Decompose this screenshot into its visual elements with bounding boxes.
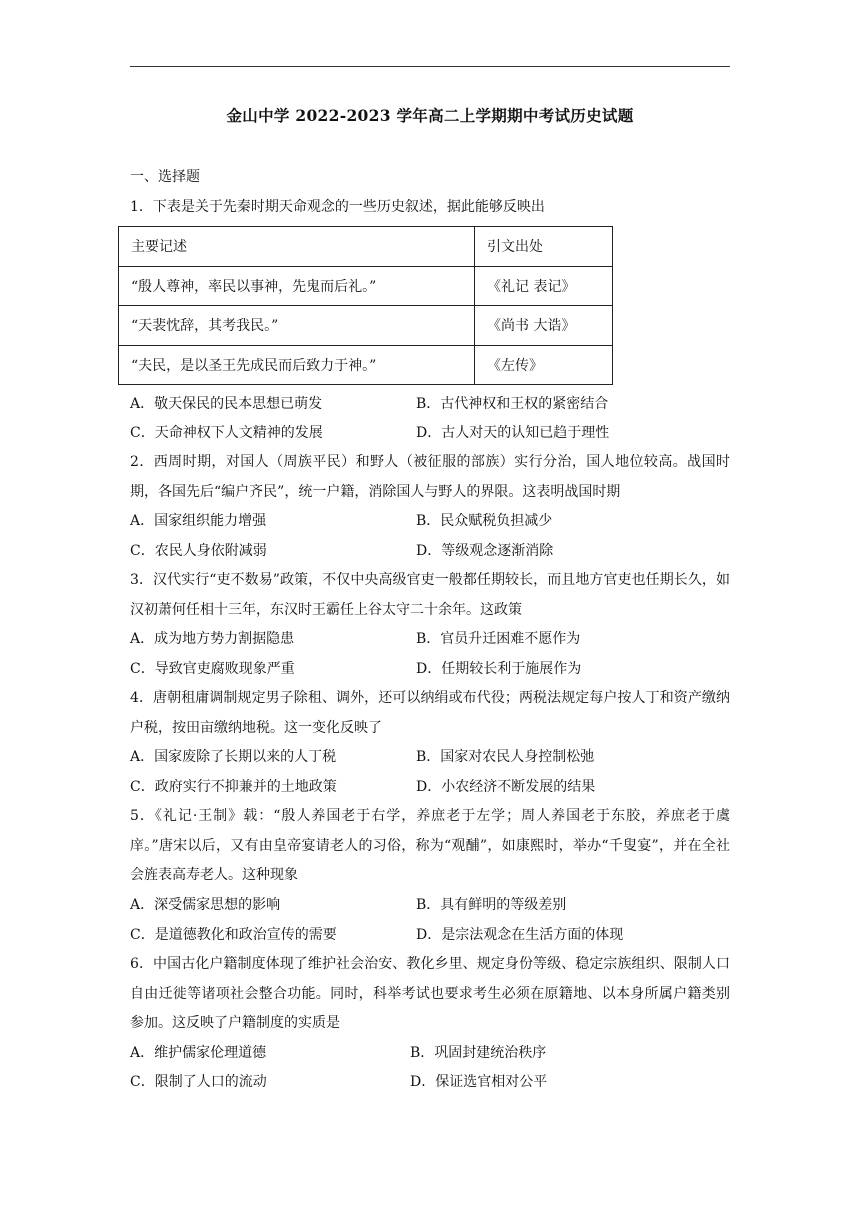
option-b: B．官员升迁困难不愿作为 xyxy=(416,631,581,647)
option-a: A．维护儒家伦理道德 xyxy=(130,1045,267,1061)
table-row xyxy=(119,345,613,385)
table-header-row xyxy=(119,227,613,267)
question-2-stem: 2．西周时期，对国人（周族平民）和野人（被征服的部族）实行分治，国人地位较高。战国时期，各国先后“编户齐民”，统一户籍，消除国人与野人的界限。这表明战国时期 xyxy=(130,454,730,500)
option-d: D．等级观念逐渐消除 xyxy=(416,543,554,559)
option-c: C．导致官吏腐败现象严重 xyxy=(130,661,295,677)
option-d: D．古人对天的认知已趋于理性 xyxy=(416,425,610,441)
table-row xyxy=(119,306,613,346)
option-a: A．深受儒家思想的影响 xyxy=(130,897,281,913)
section-heading: 一、选择题 xyxy=(130,169,200,185)
table-cell: “殷人尊神，率民以事神，先鬼而后礼。” xyxy=(119,266,475,306)
option-b: B．民众赋税负担减少 xyxy=(416,513,553,529)
option-d: D．小农经济不断发展的结果 xyxy=(416,779,596,795)
option-b: B．国家对农民人身控制松弛 xyxy=(416,749,595,765)
option-b: B．巩固封建统治秩序 xyxy=(410,1045,547,1061)
option-a: A．敬天保民的民本思想已萌发 xyxy=(130,396,323,412)
table-row xyxy=(119,266,613,306)
question-5-stem: 5．《礼记·王制》载：“殷人养国老于右学，养庶老于左学；周人养国老于东胶，养庶老于虞庠。”唐宋以后，又有由皇帝宴请老人的习俗，称为“观酺”，如康熙时，举办“千叟宴”，并在全社会旌表高寿老人。这种现象 xyxy=(130,808,730,884)
question-4-stem: 4．唐朝租庸调制规定男子除租、调外，还可以纳绢或布代役；两税法规定每户按人丁和资产缴纳户税，按田亩缴纳地税。这一变化反映了 xyxy=(130,690,730,736)
header-rule xyxy=(130,66,730,67)
table-cell: 《左传》 xyxy=(475,345,613,385)
table-cell: “天裴忱辞，其考我民。” xyxy=(119,306,475,346)
option-c: C．限制了人口的流动 xyxy=(130,1074,267,1090)
table-header-cell: 引文出处 xyxy=(475,227,613,267)
page-title: 金山中学 2022-2023 学年高二上学期期中考试历史试题 xyxy=(226,106,634,125)
table-cell: “夫民，是以圣王先成民而后致力于神。” xyxy=(119,345,475,385)
option-c: C．是道德教化和政治宣传的需要 xyxy=(130,927,337,943)
option-c: C．农民人身依附减弱 xyxy=(130,543,267,559)
table-cell: 《礼记 表记》 xyxy=(475,266,613,306)
table-cell: 《尚书 大诰》 xyxy=(475,306,613,346)
option-d: D．保证选官相对公平 xyxy=(410,1074,548,1090)
option-c: C．政府实行不抑兼并的土地政策 xyxy=(130,779,337,795)
quote-table xyxy=(118,226,613,385)
question-3-stem: 3．汉代实行“吏不数易”政策，不仅中央高级官吏一般都任期较长，而且地方官吏也任期长久，如汉初萧何任相十三年，东汉时王霸任上谷太守二十余年。这政策 xyxy=(130,572,730,618)
option-b: B．古代神权和王权的紧密结合 xyxy=(416,396,609,412)
option-a: A．国家废除了长期以来的人丁税 xyxy=(130,749,337,765)
option-d: D．是宗法观念在生活方面的体现 xyxy=(416,927,624,943)
question-6-stem: 6．中国古化户籍制度体现了维护社会治安、教化乡里、规定身份等级、稳定宗族组织、限制人口自由迁徙等诸项社会整合功能。同时，科举考试也要求考生必须在原籍地、以本身所属户籍类别参加。这反映了户籍制度的实质是 xyxy=(130,956,730,1032)
option-a: A．国家组织能力增强 xyxy=(130,513,267,529)
table-header-cell: 主要记述 xyxy=(119,227,475,267)
option-d: D．任期较长利于施展作为 xyxy=(416,661,582,677)
option-c: C．天命神权下人文精神的发展 xyxy=(130,425,323,441)
option-a: A．成为地方势力割据隐患 xyxy=(130,631,295,647)
question-1-stem: 1．下表是关于先秦时期天命观念的一些历史叙述，据此能够反映出 xyxy=(130,199,545,215)
option-b: B．具有鲜明的等级差别 xyxy=(416,897,567,913)
